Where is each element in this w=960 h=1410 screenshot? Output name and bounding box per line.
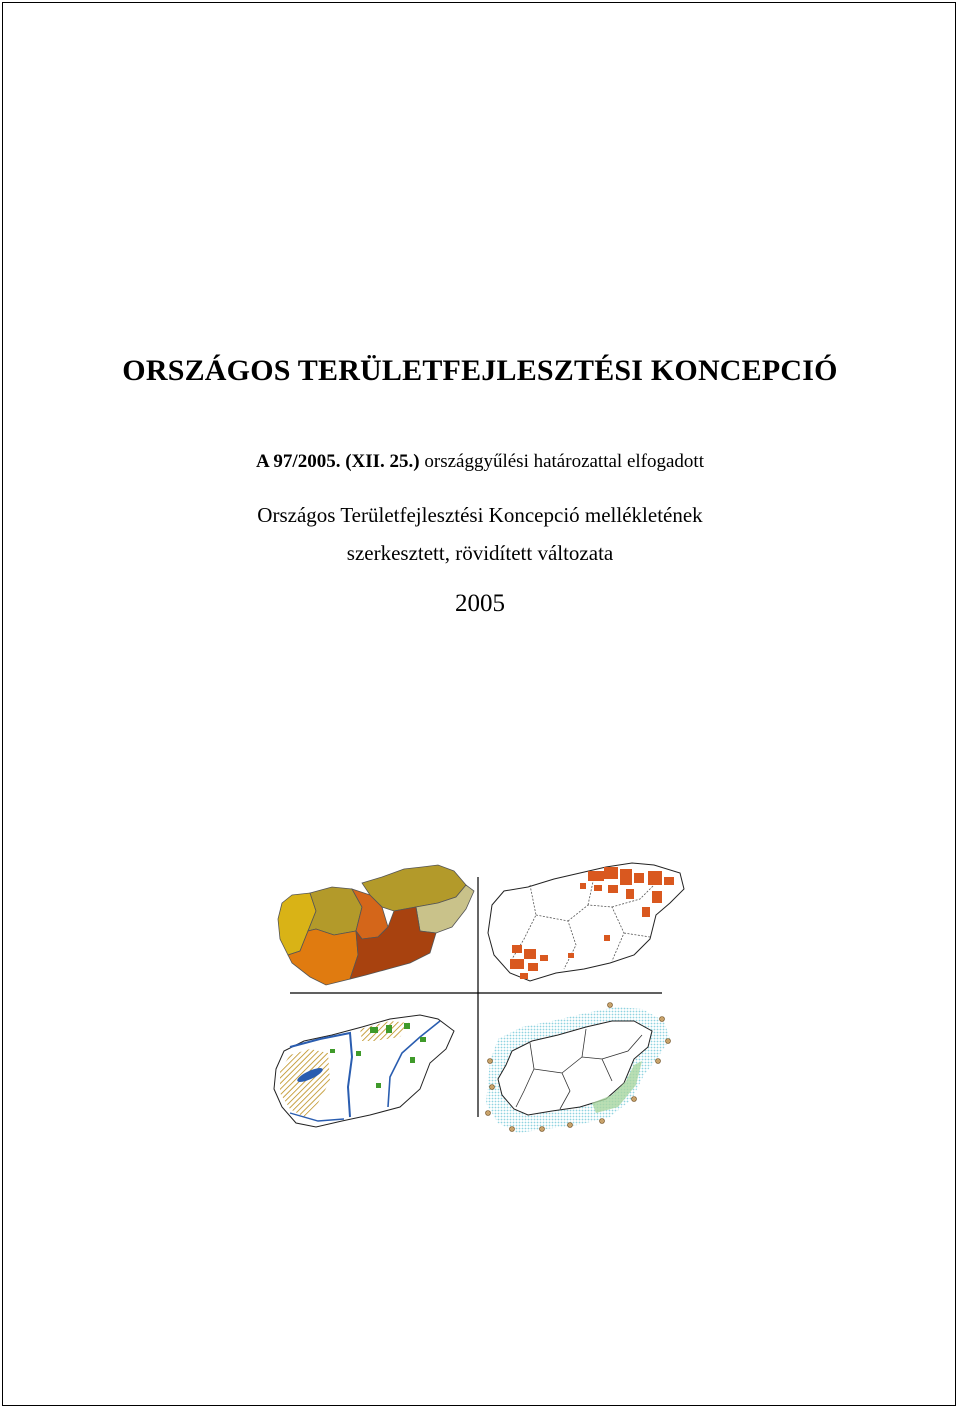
- resolution-number: A 97/2005. (XII. 25.): [256, 451, 420, 472]
- page-border: [2, 2, 956, 1406]
- publication-year: 2005: [455, 590, 505, 617]
- region-north-west: [308, 887, 362, 935]
- document-title: ORSZÁGOS TERÜLETFEJLESZTÉSI KONCEPCIÓ: [122, 354, 838, 387]
- subtitle-line-1: Országos Területfejlesztési Koncepció mellékletének: [257, 503, 703, 527]
- hungary-maps-illustration: [270, 855, 690, 1135]
- border-zones-map: [486, 1003, 671, 1134]
- resolution-text: országgyűlési határozattal elfogadott: [419, 451, 704, 472]
- subtitle-line-2: szerkesztett, rövidített változata: [346, 541, 614, 565]
- resolution-line: [0, 451, 960, 473]
- regions-map: [278, 865, 474, 985]
- settlement-spots-map: [488, 863, 684, 981]
- water-forest-map: [274, 1015, 454, 1127]
